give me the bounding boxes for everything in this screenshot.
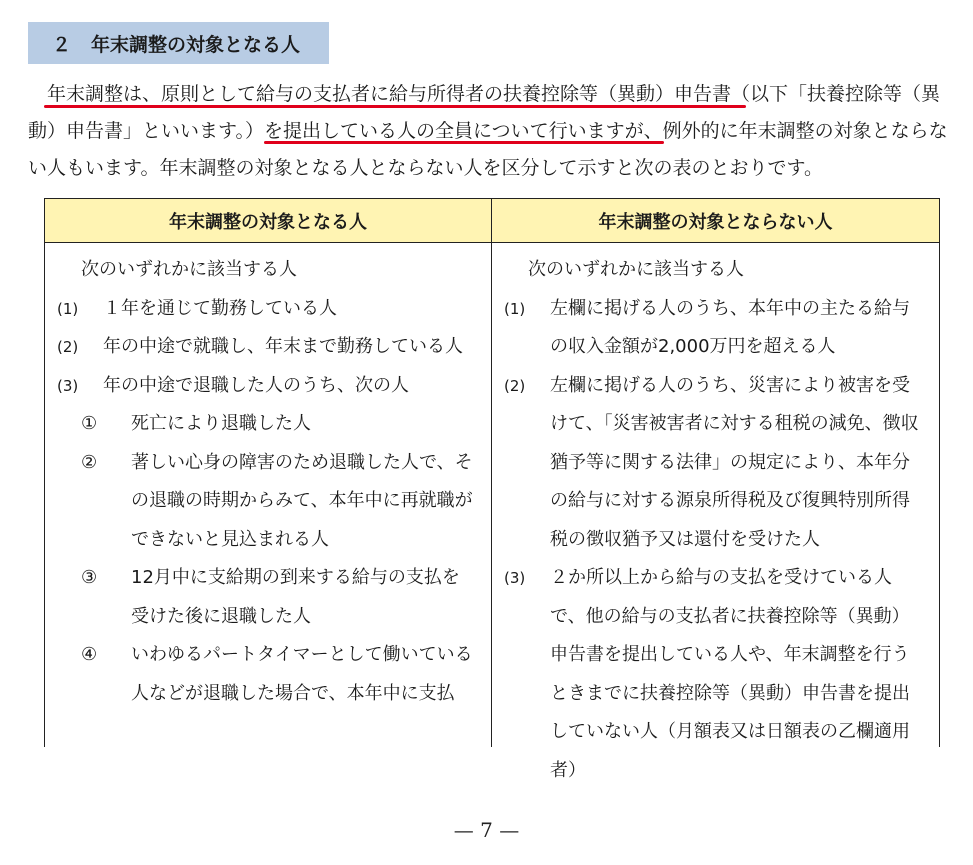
item-text: いわゆるパートタイマーとして働いている人などが退職した場合で、本年中に支払 [131,644,473,704]
intro-parenthetical: （以下「扶養控除等（異動）申告書」といいます。） [28,83,941,142]
item-text: 12月中に支給期の到来する給与の支払を受けた後に退職した人 [131,567,460,627]
list-item [45,328,491,367]
subject-column [45,243,492,748]
item-text: 著しい心身の障害のため退職した人で、その退職の時期からみて、本年中に再就職ができないと見込まれる人 [131,451,473,550]
item-mark: (1) [57,299,79,318]
intro-paragraph [28,76,958,187]
list-item [45,367,491,406]
page-number: — 7 — [453,818,520,842]
item-text: ２か所以上から給与の支払を受けている人で、他の給与の支払者に扶養控除等（異動）申告書を提出している人や、年末調整を行うときまでに扶養控除等（異動）申告書を提出していない人（月額表又は日額表の乙欄適用者） [550,567,910,781]
sub-list-item [45,405,491,444]
item-text: 左欄に掲げる人のうち、災害により被害を受けて、「災害被害者に対する租税の減免、徴収猶予等に関する法律」の規定により、本年分の給与に対する源泉所得税及び復興特別所得税の徴収猶予又は還付を受けた人 [550,374,919,550]
section-title: 年末調整の対象となる人 [91,33,301,56]
sub-list-item [45,444,491,560]
list-item [492,290,939,367]
section-heading [28,22,329,64]
item-mark: ③ [81,567,98,588]
right-lead: 次のいずれかに該当する人 [528,259,744,280]
item-mark: ④ [81,644,98,665]
list-item [492,367,939,560]
table-body-row [45,243,940,748]
intro-underlined-2: を提出している人の全員について行います [263,120,625,142]
left-lead: 次のいずれかに該当する人 [81,259,297,280]
sub-list-item [45,636,491,713]
item-text: 年の中途で就職し、年末まで勤務している人 [103,336,463,357]
item-mark: (2) [504,376,526,395]
item-text: 年の中途で退職した人のうち、次の人 [103,374,409,396]
not-subject-column [492,243,940,781]
list-item [492,559,939,790]
intro-underlined-1: 年末調整は、原則として給与の支払者に給与所得者の扶養控除等（異動）申告書 [47,83,732,105]
item-text: 死亡により退職した人 [131,413,311,434]
header-not-subject: 年末調整の対象とならない人 [492,199,940,243]
item-text: 左欄に掲げる人のうち、本年中の主たる給与の収入金額が2,000万円を超える人 [550,297,910,357]
comparison-table [44,198,940,781]
item-text: １年を通じて勤務している人 [103,297,337,319]
header-subject: 年末調整の対象となる人 [45,199,492,243]
intro-rest: が、例外的に年末調整の対象とならない人もいます。年末調整の対象となる人とならない人を区分して示すと次の表のとおりです。 [28,120,948,179]
table-header-row [45,199,940,243]
item-mark: (3) [57,376,79,395]
item-mark: ② [81,451,98,473]
item-mark: (2) [57,338,79,356]
list-item [45,290,491,329]
item-mark: (3) [504,569,526,587]
item-mark: ① [81,413,98,434]
item-mark: (1) [504,299,526,318]
sub-list-item [45,559,491,636]
section-number: ２ [52,33,72,56]
